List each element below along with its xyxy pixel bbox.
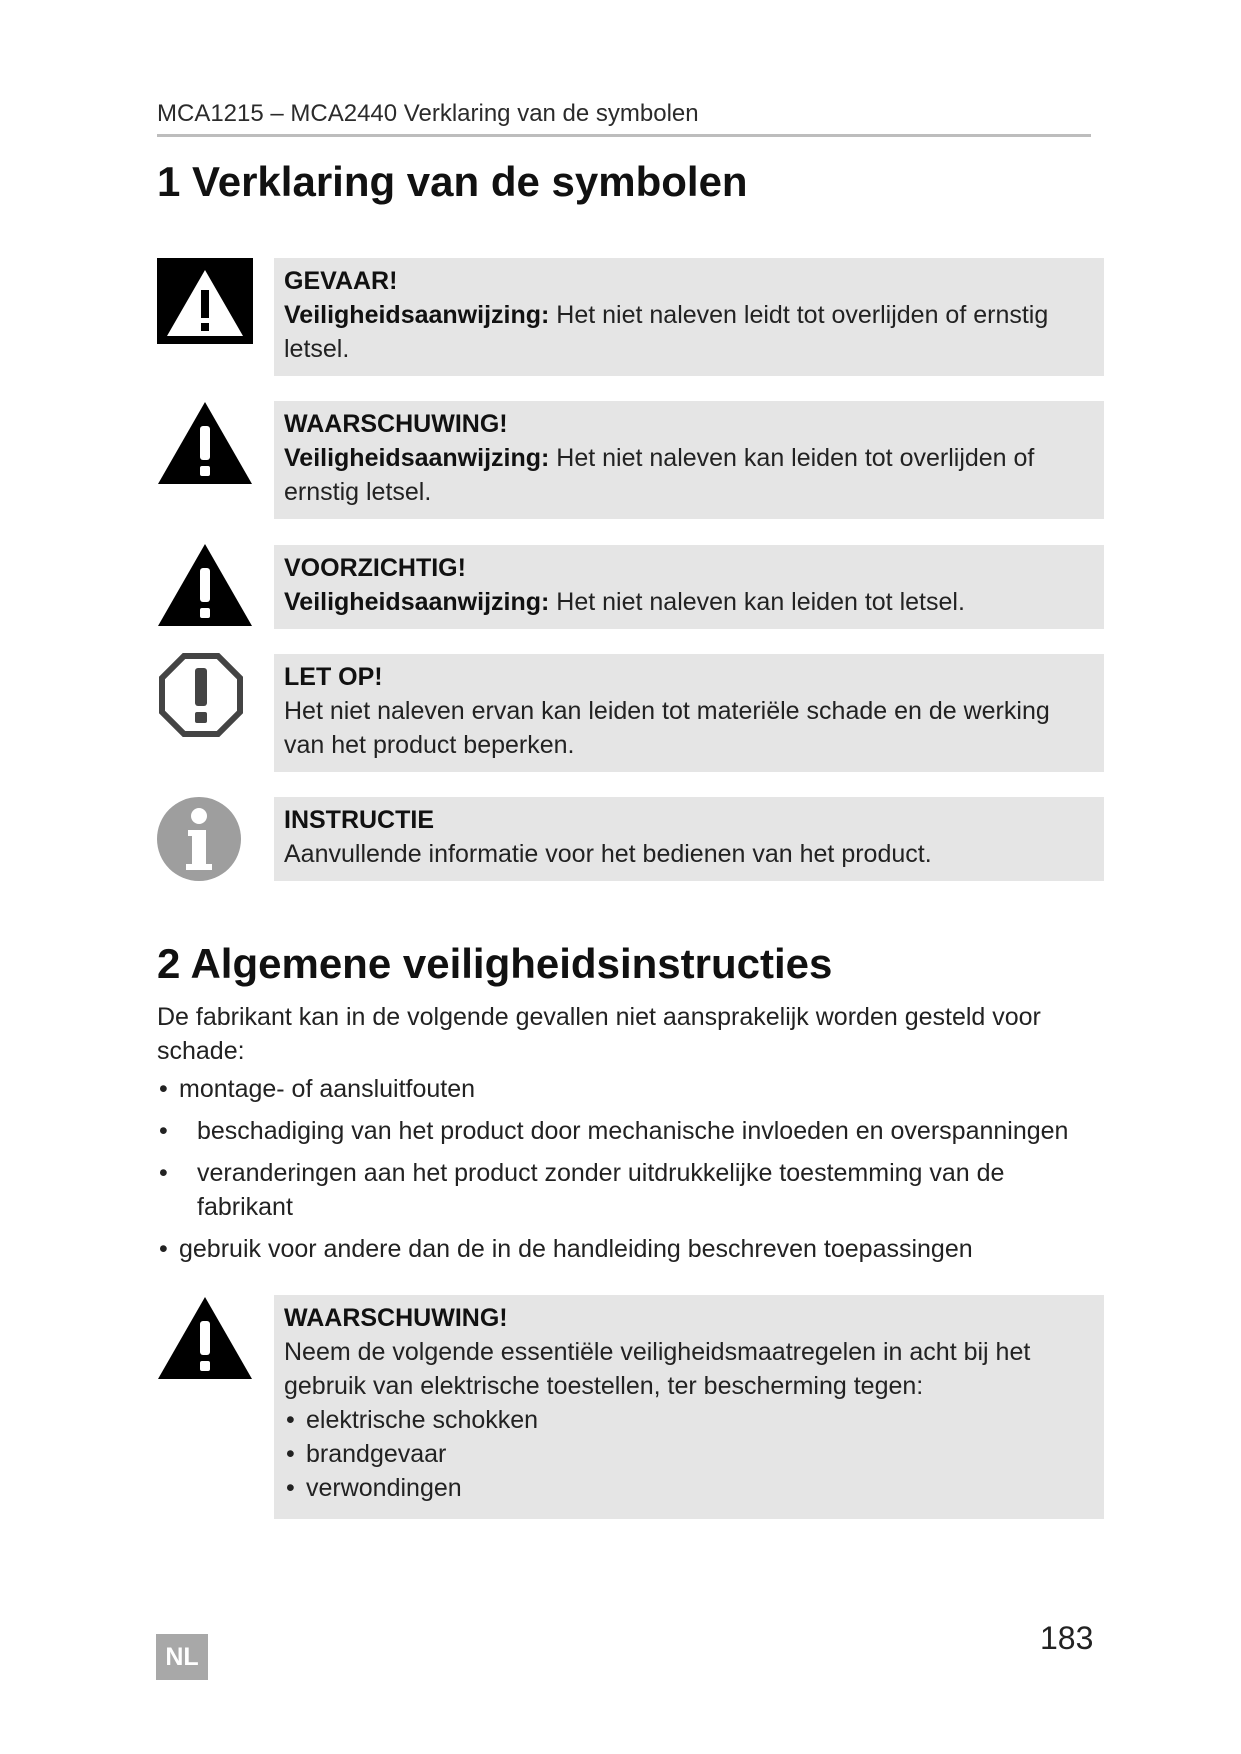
caution-triangle-icon [157, 542, 253, 628]
notice-title: LET OP! [284, 663, 383, 691]
notice-text: Aanvullende informatie voor het bedienen van het product. [284, 840, 932, 868]
notice-text: Het niet naleven leidt tot overlijden of ernstig letsel. [284, 301, 1049, 363]
hazard-list [284, 1403, 1094, 1505]
notice-title: INSTRUCTIE [284, 806, 434, 834]
list-item: • verwondingen [284, 1471, 1094, 1505]
section-heading-symbols: 1 Verklaring van de symbolen [157, 158, 748, 205]
notice-attention [274, 654, 1104, 772]
notice-title: GEVAAR! [284, 267, 398, 295]
list-item: • veranderingen aan het product zonder uitdrukkelijke toestemming van de fabrikant [157, 1156, 1107, 1224]
liability-list [157, 1072, 1107, 1266]
notice-text: Het niet naleven kan leiden tot overlijden of ernstig letsel. [284, 444, 1035, 506]
notice-text: Neem de volgende essentiële veiligheidsmaatregelen in acht bij het gebruik van elektrische toestellen, ter bescherming tegen: [284, 1338, 1031, 1400]
list-item: • brandgevaar [284, 1437, 1094, 1471]
list-item: • beschadiging van het product door mechanische invloeden en overspanningen [157, 1114, 1107, 1148]
list-item: • montage- of aansluitfouten [157, 1072, 1107, 1106]
notice-title: WAARSCHUWING! [284, 410, 508, 438]
notice-title: WAARSCHUWING! [284, 1304, 508, 1332]
running-header: MCA1215 – MCA2440 Verklaring van de symbolen [157, 100, 1091, 137]
notice-title: VOORZICHTIG! [284, 554, 466, 582]
danger-warning-icon [157, 258, 253, 344]
section2-intro: De fabrikant kan in de volgende gevallen niet aansprakelijk worden gesteld voor schade: [157, 1003, 1041, 1065]
warning-triangle-icon [157, 1295, 253, 1381]
notice-lead: Veiligheidsaanwijzing: [284, 588, 550, 616]
notice-lead: Veiligheidsaanwijzing: [284, 301, 550, 329]
notice-danger [274, 258, 1104, 376]
notice-instruction [274, 797, 1104, 881]
notice-text: Het niet naleven kan leiden tot letsel. [549, 588, 965, 616]
notice-safety-warning [274, 1295, 1104, 1519]
notice-caution [274, 545, 1104, 629]
page-number: 183 [1040, 1620, 1094, 1656]
info-icon [156, 796, 242, 882]
list-item: • elektrische schokken [284, 1403, 1094, 1437]
language-tab: NL [156, 1634, 208, 1680]
notice-octagon-icon [158, 652, 244, 738]
notice-lead: Veiligheidsaanwijzing: [284, 444, 550, 472]
list-item: • gebruik voor andere dan de in de handleiding beschreven toepassingen [157, 1232, 1107, 1266]
warning-triangle-icon [157, 400, 253, 486]
notice-warning [274, 401, 1104, 519]
notice-text: Het niet naleven ervan kan leiden tot materiële schade en de werking van het product beperken. [284, 697, 1050, 759]
section-heading-safety: 2 Algemene veiligheidsinstructies [157, 940, 833, 987]
